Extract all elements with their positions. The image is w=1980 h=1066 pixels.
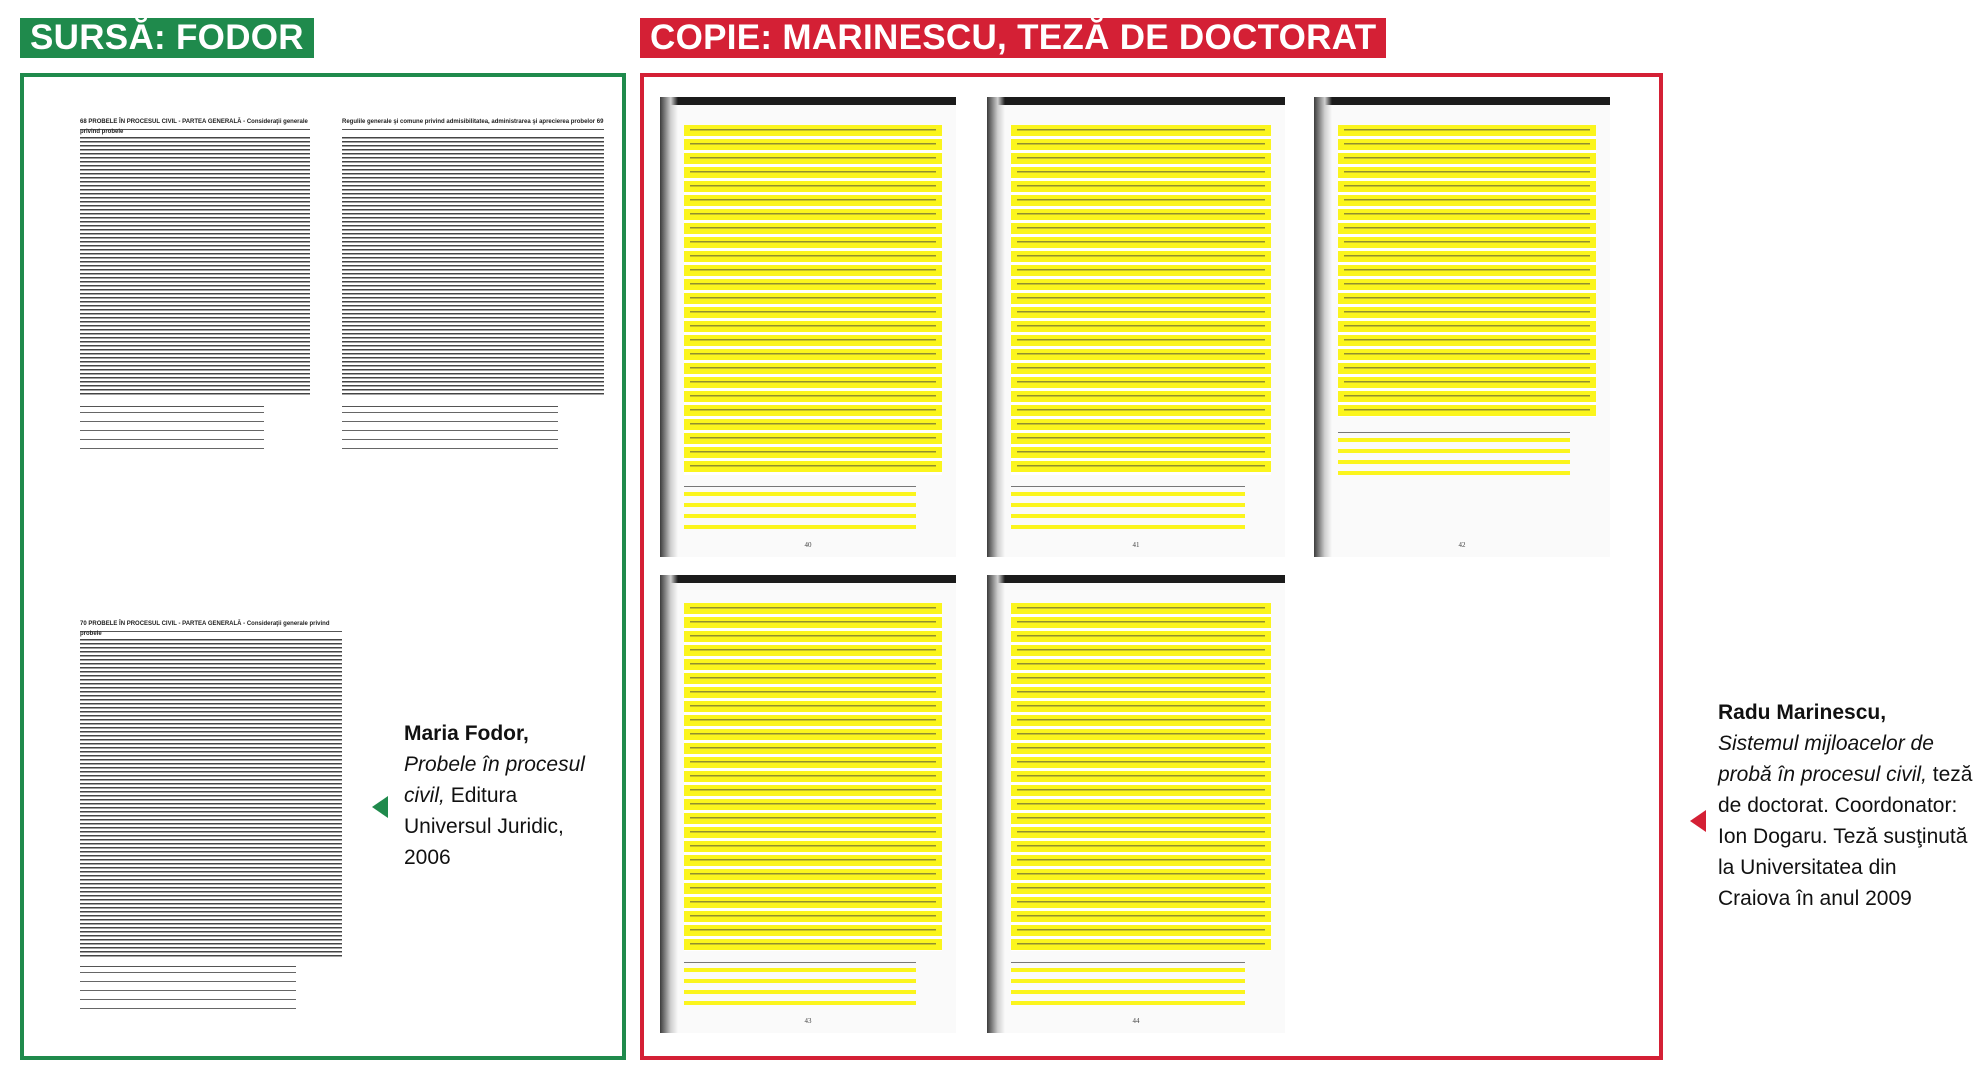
page-header-text: Regulile generale şi comune privind admisibilitatea, administrarea şi aprecierea probelor [342, 119, 596, 125]
source-frame [20, 73, 626, 1060]
scan-footnotes [684, 962, 916, 1007]
scan-page-number: 43 [804, 1017, 812, 1025]
scan-text-lines [1017, 603, 1265, 951]
scan-shadow [1314, 97, 1332, 557]
copy-frame [640, 73, 1663, 1060]
source-page-69 [328, 105, 618, 477]
scan-page-number: 44 [1132, 1017, 1140, 1025]
scan-shadow [660, 575, 678, 1033]
scan-edge [987, 97, 1285, 105]
page-header-text: PROBELE ÎN PROCESUL CIVIL - PARTEA GENERALĂ - Consideraţii generale privind probele [80, 119, 308, 135]
copy-details: teză de doctorat. Coordonator: Ion Dogaru. Teză susţinută la Universitatea din Craiova în anul 2009 [1718, 763, 1973, 910]
scan-shadow [660, 97, 678, 557]
scan-text-lines [690, 603, 936, 951]
copy-label: COPIE: MARINESCU, TEZĂ DE DOCTORAT [640, 18, 1386, 58]
source-page-70 [66, 607, 356, 1037]
source-details: Editura Universul Juridic, 2006 [404, 784, 564, 869]
page-header-text: PROBELE ÎN PROCESUL CIVIL - PARTEA GENERALĂ - Consideraţii generale privind probele [80, 621, 330, 637]
source-title: Probele în procesul civil, [404, 753, 585, 807]
page-number: 68 [80, 119, 87, 125]
scan-footnotes [1011, 486, 1245, 531]
triangle-left-icon [1690, 810, 1706, 832]
source-label: SURSĂ: FODOR [20, 18, 314, 58]
scan-edge [660, 97, 956, 105]
scan-footnotes [1011, 962, 1245, 1007]
source-page-68 [66, 105, 324, 477]
scan-page-number: 42 [1458, 541, 1466, 549]
copy-scan-page-44 [987, 575, 1285, 1033]
scan-edge [1314, 97, 1610, 105]
source-caption [404, 718, 604, 873]
page-header [80, 619, 342, 637]
copy-scan-page-40 [660, 97, 956, 557]
scan-shadow [987, 97, 1005, 557]
scan-edge [660, 575, 956, 583]
page-header [80, 117, 310, 135]
scan-shadow [987, 575, 1005, 1033]
scan-text-lines [1344, 125, 1590, 417]
page-header [342, 117, 604, 130]
page-number: 69 [596, 119, 604, 125]
page-number: 70 [80, 621, 87, 627]
scan-page-number: 40 [804, 541, 812, 549]
page-footnotes [80, 406, 264, 453]
scan-text-lines [690, 125, 936, 475]
scan-footnotes [1338, 432, 1570, 477]
scan-edge [987, 575, 1285, 583]
copy-title: Sistemul mijloacelor de probă în procesul civil, [1718, 732, 1934, 786]
triangle-left-icon [372, 796, 388, 818]
source-author: Maria Fodor, [404, 722, 529, 745]
page-text-block [80, 137, 310, 397]
page-text-block [342, 137, 604, 397]
page-footnotes [80, 966, 296, 1013]
copy-scan-page-42 [1314, 97, 1610, 557]
scan-page-number: 41 [1132, 541, 1140, 549]
copy-caption [1718, 697, 1973, 914]
scan-text-lines [1017, 125, 1265, 475]
copy-scan-page-41 [987, 97, 1285, 557]
copy-author: Radu Marinescu, [1718, 701, 1887, 724]
copy-scan-page-43 [660, 575, 956, 1033]
page-text-block [80, 639, 342, 957]
scan-footnotes [684, 486, 916, 531]
page-footnotes [342, 406, 558, 453]
